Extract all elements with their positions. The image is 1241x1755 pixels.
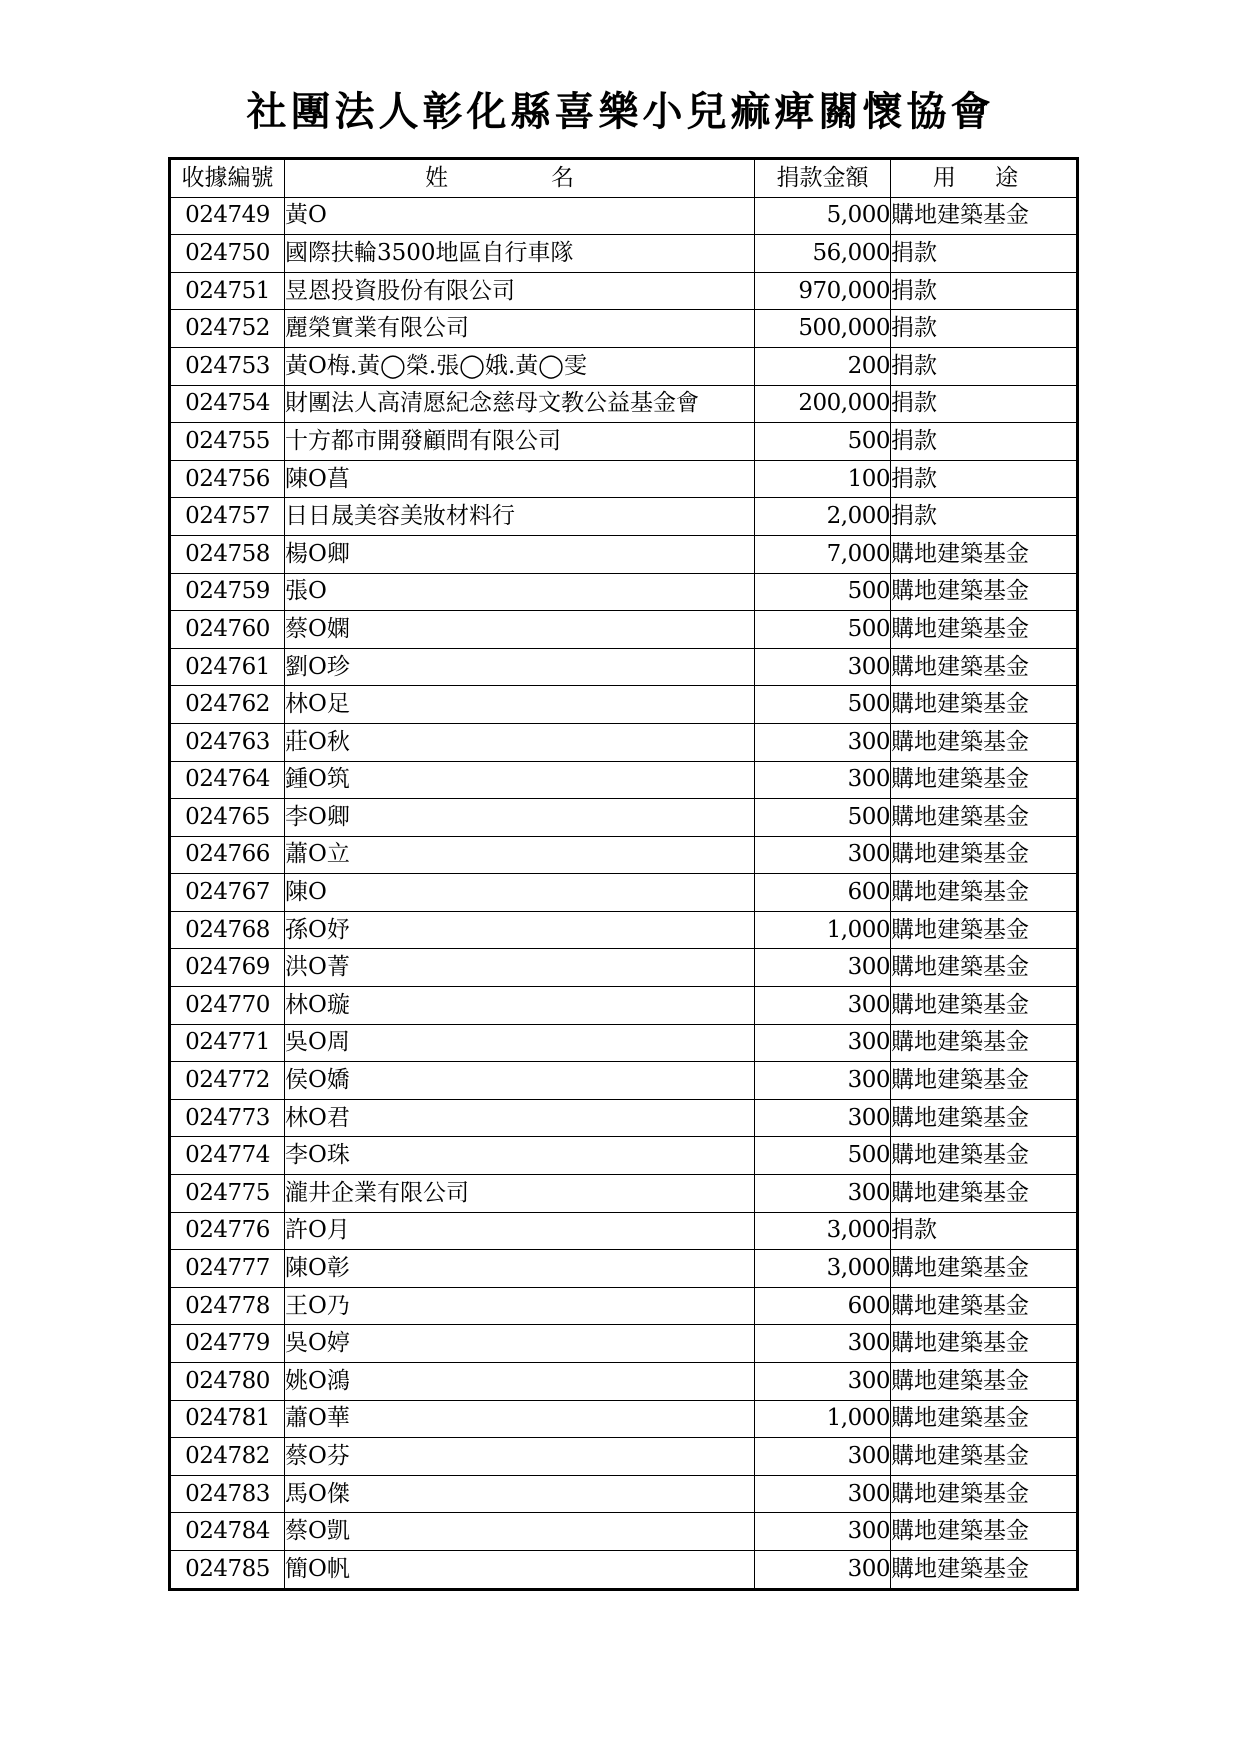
amount-cell: 600 — [755, 874, 891, 912]
table-row — [170, 573, 1078, 611]
amount-cell: 300 — [755, 1363, 891, 1401]
name-cell: 林O君 — [285, 1099, 755, 1137]
purpose-cell: 購地建築基金 — [891, 1363, 1078, 1401]
table-row — [170, 1550, 1078, 1589]
table-row — [170, 761, 1078, 799]
name-cell: 國際扶輪3500地區自行車隊 — [285, 235, 755, 273]
purpose-cell: 購地建築基金 — [891, 1250, 1078, 1288]
purpose-cell: 捐款 — [891, 310, 1078, 348]
amount-cell: 3,000 — [755, 1212, 891, 1250]
page-title: 社團法人彰化縣喜樂小兒痲痺關懷協會 — [246, 88, 995, 135]
purpose-cell: 購地建築基金 — [891, 1137, 1078, 1175]
amount-cell: 500,000 — [755, 310, 891, 348]
header-row — [170, 159, 1078, 198]
name-cell: 蔡O嫻 — [285, 611, 755, 649]
name-cell: 麗榮實業有限公司 — [285, 310, 755, 348]
receipt-no-cell: 024781 — [170, 1400, 285, 1438]
purpose-cell: 購地建築基金 — [891, 1550, 1078, 1589]
table-row — [170, 949, 1078, 987]
header-amount: 捐款金額 — [755, 159, 891, 198]
receipt-no-cell: 024768 — [170, 911, 285, 949]
purpose-cell: 購地建築基金 — [891, 611, 1078, 649]
purpose-cell: 捐款 — [891, 423, 1078, 461]
table-row — [170, 1062, 1078, 1100]
receipt-no-cell: 024776 — [170, 1212, 285, 1250]
receipt-no-cell: 024783 — [170, 1475, 285, 1513]
name-cell: 楊O卿 — [285, 535, 755, 573]
amount-cell: 300 — [755, 949, 891, 987]
purpose-cell: 捐款 — [891, 385, 1078, 423]
name-cell: 吳O周 — [285, 1024, 755, 1062]
receipt-no-cell: 024750 — [170, 235, 285, 273]
name-cell: 簡O帆 — [285, 1550, 755, 1589]
purpose-cell: 捐款 — [891, 460, 1078, 498]
purpose-cell: 購地建築基金 — [891, 1099, 1078, 1137]
purpose-cell: 購地建築基金 — [891, 987, 1078, 1025]
receipt-no-cell: 024780 — [170, 1363, 285, 1401]
table-body — [170, 197, 1078, 1589]
name-cell: 李O珠 — [285, 1137, 755, 1175]
receipt-no-cell: 024751 — [170, 272, 285, 310]
purpose-cell: 購地建築基金 — [891, 799, 1078, 837]
receipt-no-cell: 024764 — [170, 761, 285, 799]
header-purpose: 用 途 — [891, 159, 1078, 198]
purpose-cell: 購地建築基金 — [891, 1024, 1078, 1062]
receipt-no-cell: 024785 — [170, 1550, 285, 1589]
purpose-cell: 購地建築基金 — [891, 874, 1078, 912]
purpose-cell: 購地建築基金 — [891, 197, 1078, 235]
amount-cell: 500 — [755, 611, 891, 649]
receipt-no-cell: 024754 — [170, 385, 285, 423]
table-row — [170, 423, 1078, 461]
purpose-cell: 捐款 — [891, 235, 1078, 273]
receipt-no-cell: 024777 — [170, 1250, 285, 1288]
receipt-no-cell: 024770 — [170, 987, 285, 1025]
table-row — [170, 310, 1078, 348]
amount-cell: 3,000 — [755, 1250, 891, 1288]
name-cell: 孫O妤 — [285, 911, 755, 949]
table-row — [170, 1250, 1078, 1288]
amount-cell: 300 — [755, 1099, 891, 1137]
receipt-no-cell: 024749 — [170, 197, 285, 235]
purpose-cell: 購地建築基金 — [891, 686, 1078, 724]
name-cell: 林O璇 — [285, 987, 755, 1025]
amount-cell: 500 — [755, 1137, 891, 1175]
name-cell: 日日晟美容美妝材料行 — [285, 498, 755, 536]
receipt-no-cell: 024759 — [170, 573, 285, 611]
purpose-cell: 捐款 — [891, 272, 1078, 310]
receipt-no-cell: 024761 — [170, 648, 285, 686]
amount-cell: 300 — [755, 1550, 891, 1589]
receipt-no-cell: 024784 — [170, 1513, 285, 1551]
table-row — [170, 836, 1078, 874]
receipt-no-cell: 024773 — [170, 1099, 285, 1137]
table-row — [170, 1212, 1078, 1250]
receipt-no-cell: 024752 — [170, 310, 285, 348]
name-cell: 蔡O芬 — [285, 1438, 755, 1476]
name-cell: 鍾O筑 — [285, 761, 755, 799]
table-row — [170, 235, 1078, 273]
amount-cell: 300 — [755, 761, 891, 799]
purpose-cell: 購地建築基金 — [891, 1513, 1078, 1551]
table-row — [170, 1475, 1078, 1513]
table-row — [170, 874, 1078, 912]
table-row — [170, 1287, 1078, 1325]
receipt-no-cell: 024756 — [170, 460, 285, 498]
table-row — [170, 987, 1078, 1025]
table-row — [170, 197, 1078, 235]
table-row — [170, 1438, 1078, 1476]
name-cell: 李O卿 — [285, 799, 755, 837]
amount-cell: 300 — [755, 1475, 891, 1513]
purpose-cell: 購地建築基金 — [891, 761, 1078, 799]
amount-cell: 500 — [755, 423, 891, 461]
purpose-cell: 購地建築基金 — [891, 723, 1078, 761]
amount-cell: 300 — [755, 1325, 891, 1363]
purpose-cell: 購地建築基金 — [891, 573, 1078, 611]
amount-cell: 500 — [755, 573, 891, 611]
amount-cell: 7,000 — [755, 535, 891, 573]
amount-cell: 1,000 — [755, 911, 891, 949]
name-cell: 蕭O立 — [285, 836, 755, 874]
name-cell: 許O月 — [285, 1212, 755, 1250]
receipt-no-cell: 024760 — [170, 611, 285, 649]
name-cell: 馬O傑 — [285, 1475, 755, 1513]
receipt-no-cell: 024775 — [170, 1175, 285, 1213]
amount-cell: 100 — [755, 460, 891, 498]
purpose-cell: 購地建築基金 — [891, 949, 1078, 987]
name-cell: 十方都市開發顧問有限公司 — [285, 423, 755, 461]
name-cell: 瀧井企業有限公司 — [285, 1175, 755, 1213]
purpose-cell: 捐款 — [891, 1212, 1078, 1250]
name-cell: 吳O婷 — [285, 1325, 755, 1363]
name-cell: 蔡O凱 — [285, 1513, 755, 1551]
name-cell: 陳O菖 — [285, 460, 755, 498]
amount-cell: 500 — [755, 799, 891, 837]
amount-cell: 300 — [755, 723, 891, 761]
receipt-no-cell: 024762 — [170, 686, 285, 724]
amount-cell: 1,000 — [755, 1400, 891, 1438]
name-cell: 洪O菁 — [285, 949, 755, 987]
header-receipt-no: 收據編號 — [170, 159, 285, 198]
amount-cell: 300 — [755, 836, 891, 874]
table-row — [170, 723, 1078, 761]
receipt-no-cell: 024766 — [170, 836, 285, 874]
amount-cell: 200 — [755, 347, 891, 385]
table-row — [170, 272, 1078, 310]
receipt-no-cell: 024755 — [170, 423, 285, 461]
amount-cell: 300 — [755, 987, 891, 1025]
amount-cell: 2,000 — [755, 498, 891, 536]
amount-cell: 970,000 — [755, 272, 891, 310]
name-cell: 財團法人高清愿紀念慈母文教公益基金會 — [285, 385, 755, 423]
amount-cell: 200,000 — [755, 385, 891, 423]
table-row — [170, 1363, 1078, 1401]
receipt-no-cell: 024767 — [170, 874, 285, 912]
table-row — [170, 1325, 1078, 1363]
table-row — [170, 1175, 1078, 1213]
name-cell: 林O足 — [285, 686, 755, 724]
name-cell: 蕭O華 — [285, 1400, 755, 1438]
receipt-no-cell: 024758 — [170, 535, 285, 573]
table-row — [170, 1513, 1078, 1551]
receipt-no-cell: 024753 — [170, 347, 285, 385]
receipt-no-cell: 024769 — [170, 949, 285, 987]
amount-cell: 300 — [755, 648, 891, 686]
name-cell: 昱恩投資股份有限公司 — [285, 272, 755, 310]
table-row — [170, 911, 1078, 949]
purpose-cell: 購地建築基金 — [891, 911, 1078, 949]
purpose-cell: 購地建築基金 — [891, 836, 1078, 874]
receipt-no-cell: 024765 — [170, 799, 285, 837]
amount-cell: 500 — [755, 686, 891, 724]
donation-table — [168, 157, 1079, 1591]
header-name: 姓 名 — [285, 159, 755, 198]
table-row — [170, 1024, 1078, 1062]
amount-cell: 56,000 — [755, 235, 891, 273]
table-row — [170, 611, 1078, 649]
purpose-cell: 購地建築基金 — [891, 1175, 1078, 1213]
table-row — [170, 385, 1078, 423]
table-header — [170, 159, 1078, 198]
purpose-cell: 捐款 — [891, 347, 1078, 385]
table-row — [170, 648, 1078, 686]
receipt-no-cell: 024779 — [170, 1325, 285, 1363]
amount-cell: 300 — [755, 1024, 891, 1062]
name-cell: 莊O秋 — [285, 723, 755, 761]
purpose-cell: 購地建築基金 — [891, 1287, 1078, 1325]
purpose-cell: 購地建築基金 — [891, 648, 1078, 686]
table-row — [170, 347, 1078, 385]
name-cell: 侯O嬌 — [285, 1062, 755, 1100]
table-row — [170, 498, 1078, 536]
receipt-no-cell: 024774 — [170, 1137, 285, 1175]
purpose-cell: 購地建築基金 — [891, 1062, 1078, 1100]
table-row — [170, 460, 1078, 498]
purpose-cell: 購地建築基金 — [891, 1400, 1078, 1438]
amount-cell: 300 — [755, 1062, 891, 1100]
purpose-cell: 購地建築基金 — [891, 1438, 1078, 1476]
table-row — [170, 1099, 1078, 1137]
receipt-no-cell: 024772 — [170, 1062, 285, 1100]
table-row — [170, 1400, 1078, 1438]
receipt-no-cell: 024763 — [170, 723, 285, 761]
table-row — [170, 799, 1078, 837]
table-row — [170, 686, 1078, 724]
amount-cell: 600 — [755, 1287, 891, 1325]
name-cell: 陳O彰 — [285, 1250, 755, 1288]
receipt-no-cell: 024778 — [170, 1287, 285, 1325]
amount-cell: 5,000 — [755, 197, 891, 235]
name-cell: 黃O梅.黃◯榮.張◯娥.黃◯雯 — [285, 347, 755, 385]
name-cell: 陳O — [285, 874, 755, 912]
receipt-no-cell: 024757 — [170, 498, 285, 536]
name-cell: 劉O珍 — [285, 648, 755, 686]
purpose-cell: 購地建築基金 — [891, 535, 1078, 573]
table-row — [170, 535, 1078, 573]
name-cell: 黃O — [285, 197, 755, 235]
table-row — [170, 1137, 1078, 1175]
amount-cell: 300 — [755, 1438, 891, 1476]
purpose-cell: 購地建築基金 — [891, 1325, 1078, 1363]
amount-cell: 300 — [755, 1513, 891, 1551]
name-cell: 王O乃 — [285, 1287, 755, 1325]
receipt-no-cell: 024782 — [170, 1438, 285, 1476]
name-cell: 張O — [285, 573, 755, 611]
receipt-no-cell: 024771 — [170, 1024, 285, 1062]
name-cell: 姚O鴻 — [285, 1363, 755, 1401]
purpose-cell: 捐款 — [891, 498, 1078, 536]
amount-cell: 300 — [755, 1175, 891, 1213]
purpose-cell: 購地建築基金 — [891, 1475, 1078, 1513]
